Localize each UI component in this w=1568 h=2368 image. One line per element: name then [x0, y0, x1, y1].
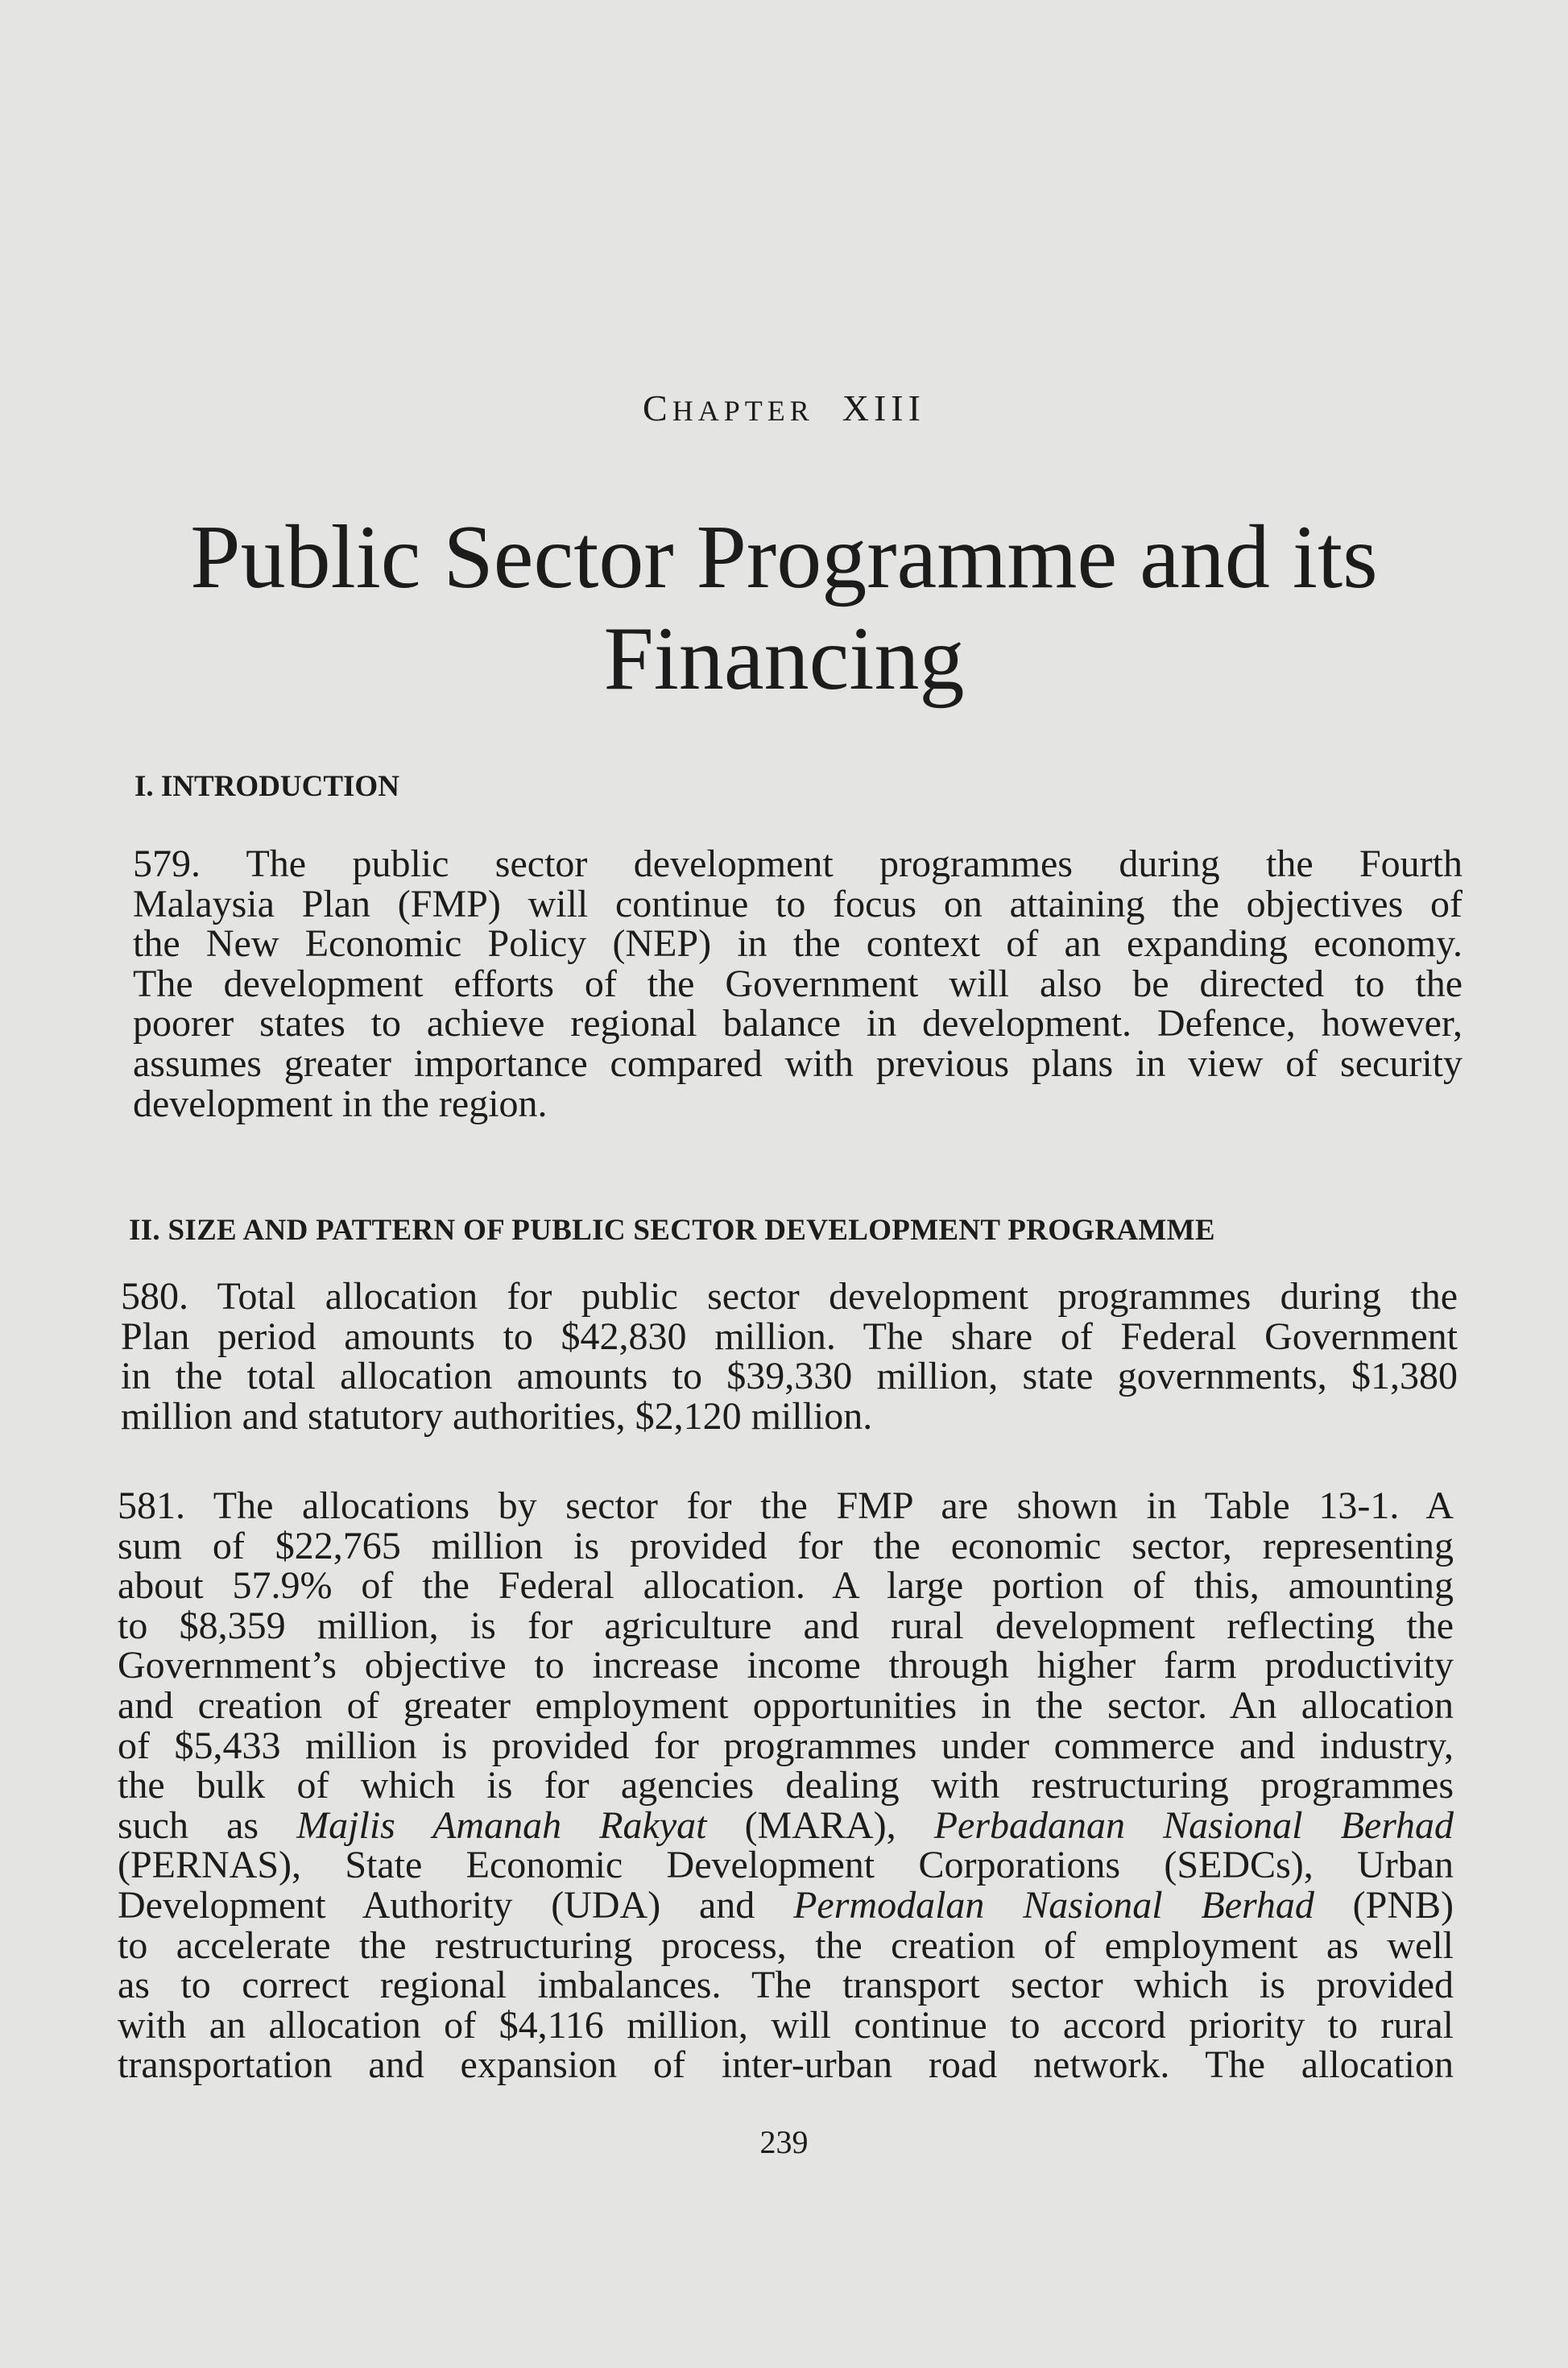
- text-segment: such as: [118, 1803, 297, 1847]
- text-segment: 579. The public sector development programmes during the Fourth: [133, 842, 1463, 885]
- page-title-line-2: Financing: [603, 609, 965, 709]
- text-line: [118, 1566, 1454, 1606]
- text-segment: of $5,433 million is provided for programmes under commerce and industry,: [118, 1724, 1454, 1767]
- text-segment: transportation and expansion of inter-urban road network. The allocation: [118, 2043, 1454, 2087]
- text-segment: as to correct regional imbalances. The transport sector which is provided: [118, 1964, 1454, 2007]
- text-segment: about 57.9% of the Federal allocation. A large portion of this, amounting: [118, 1564, 1454, 1608]
- text-line: [118, 1803, 1454, 1847]
- text-segment: the New Economic Policy (NEP) in the context of an expanding economy.: [133, 922, 1463, 966]
- paragraph-581: [118, 1486, 1454, 2085]
- text-segment: Malaysia Plan (FMP) will continue to focus on attaining the objectives of: [133, 882, 1463, 925]
- section-heading-size-and-pattern: II. SIZE AND PATTERN OF PUBLIC SECTOR DEVELOPMENT PROGRAMME: [129, 1214, 1215, 1247]
- text-line: [118, 2003, 1454, 2047]
- text-segment: Plan period amounts to $42,830 million. The share of Federal Government: [121, 1314, 1458, 1358]
- text-line: [133, 964, 1463, 1004]
- italic-text: Perbadanan Nasional Berhad: [933, 1803, 1454, 1847]
- text-segment: in the total allocation amounts to $39,330 million, state governments, $1,380: [121, 1355, 1458, 1398]
- text-line: [121, 1394, 1458, 1438]
- text-segment: (PNB): [1314, 1883, 1454, 1927]
- text-segment: Development Authority (UDA) and: [118, 1883, 794, 1927]
- chapter-number: XIII: [842, 387, 925, 428]
- paragraph-579: [133, 844, 1463, 1124]
- text-segment: 581. The allocations by sector for the FMP are shown in Table 13-1. A: [118, 1484, 1454, 1527]
- text-line: [118, 1766, 1454, 1806]
- italic-text: Permodalan Nasional Berhad: [793, 1883, 1314, 1927]
- text-line: [133, 924, 1463, 964]
- text-line: [118, 2045, 1454, 2085]
- text-line: [118, 1965, 1454, 2006]
- text-segment: to $8,359 million, is for agriculture and rural development reflecting the: [118, 1604, 1454, 1647]
- text-segment: development in the region.: [133, 1082, 548, 1125]
- chapter-label: [0, 387, 1568, 429]
- text-line: [133, 1041, 1463, 1085]
- text-segment: and creation of greater employment opportunities in the sector. An allocation: [118, 1683, 1454, 1727]
- page-title-line-1: Public Sector Programme and its: [190, 507, 1378, 607]
- text-line: [133, 1004, 1463, 1044]
- chapter-word: HAPTER: [672, 395, 814, 427]
- text-line: [121, 1314, 1458, 1358]
- text-segment: The development efforts of the Government will also be directed to the: [133, 962, 1463, 1005]
- text-line: [118, 1606, 1454, 1646]
- text-segment: with an allocation of $4,116 million, will continue to accord priority to rural: [118, 2003, 1454, 2047]
- paragraph-580: [121, 1277, 1458, 1436]
- chapter-initial: C: [643, 387, 672, 428]
- text-line: [121, 1277, 1458, 1317]
- text-segment: (PERNAS), State Economic Development Corporations (SEDCs), Urban: [118, 1844, 1454, 1887]
- text-line: [118, 1726, 1454, 1766]
- italic-text: Majlis Amanah Rakyat: [296, 1803, 707, 1847]
- text-line: [133, 1084, 1463, 1124]
- text-line: [118, 1486, 1454, 1526]
- text-line: [118, 1883, 1454, 1927]
- text-segment: 580. Total allocation for public sector development programmes during the: [121, 1275, 1458, 1318]
- text-segment: the bulk of which is for agencies dealing with restructuring programmes: [118, 1764, 1454, 1807]
- text-segment: sum of $22,765 million is provided for the economic sector, representing: [118, 1524, 1454, 1567]
- text-line: [133, 844, 1463, 884]
- page-number: 239: [759, 2124, 809, 2160]
- text-line: [118, 1646, 1454, 1686]
- text-line: [118, 1845, 1454, 1886]
- text-segment: assumes greater importance compared with previous plans in view of security: [133, 1041, 1463, 1085]
- text-line: [118, 1526, 1454, 1567]
- text-line: [118, 1683, 1454, 1727]
- text-segment: (MARA),: [706, 1803, 934, 1847]
- text-segment: million and statutory authorities, $2,120 million.: [121, 1394, 873, 1438]
- section-heading-introduction: I. INTRODUCTION: [134, 770, 399, 803]
- text-segment: to accelerate the restructuring process, the creation of employment as well: [118, 1923, 1454, 1967]
- text-line: [121, 1356, 1458, 1397]
- text-segment: Government’s objective to increase income through higher farm productivity: [118, 1644, 1454, 1687]
- text-line: [133, 884, 1463, 925]
- text-segment: poorer states to achieve regional balance in development. Defence, however,: [133, 1002, 1463, 1045]
- text-line: [118, 1923, 1454, 1967]
